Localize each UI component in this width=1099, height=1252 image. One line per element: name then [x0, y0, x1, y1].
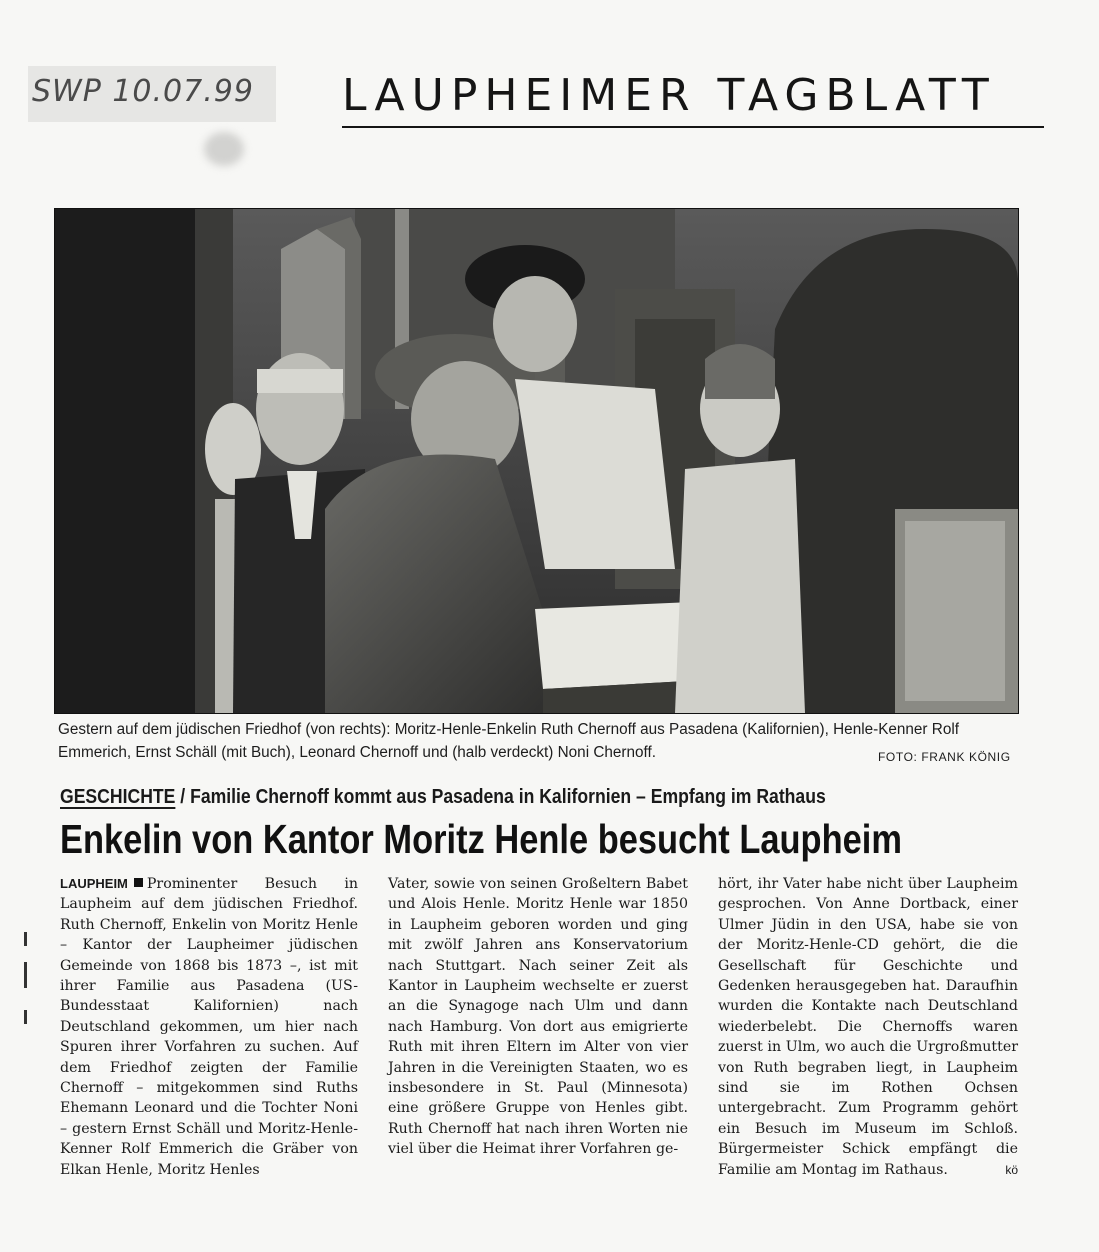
- article-headline: Enkelin von Kantor Moritz Henle besucht Laupheim: [60, 816, 902, 862]
- scan-smudge: [204, 132, 244, 166]
- scan-edge-mark: [24, 962, 27, 988]
- scan-edge-mark: [24, 1010, 27, 1024]
- news-photo: [54, 208, 1019, 714]
- section-rubric: GESCHICHTE: [60, 786, 176, 808]
- article-kicker: [60, 786, 905, 809]
- article-column-1: [60, 874, 358, 1180]
- dateline-separator-icon: [134, 878, 143, 887]
- photo-illustration: [55, 209, 1018, 713]
- photo-credit: FOTO: FRANK KÖNIG: [878, 750, 1011, 764]
- kicker-text: / Familie Chernoff kommt aus Pasadena in Kalifornien – Empfang im Rathaus: [180, 786, 826, 808]
- article-column-2: [388, 874, 688, 1160]
- column-1-text: Prominenter Besuch in Laupheim auf dem jüdischen Friedhof. Ruth Chernoff, Enkelin von Moritz Henle – Kantor der Laupheimer jüdischen Gemeinde von 1868 bis 1873 –, ist mit ihrer Familie aus Pasadena (US-Bundesstaat Kalifornien) nach Deutschland gekommen, um hier nach Spuren ihrer Vorfahren zu suchen. Auf dem Friedhof zeigten der Familie Chernoff – mitgekommen sind Ruths Ehemann Leonard und die Tochter Noni – gestern Ernst Schäll und Moritz-Henle-Kenner Rolf Emmerich die Gräber von Elkan Henle, Moritz Henles: [60, 876, 358, 1178]
- article-column-3: [718, 874, 1018, 1180]
- column-3-text: hört, ihr Vater habe nicht über Laupheim gesprochen. Von Anne Dortback, einer Ulmer Jüdin in den USA, habe sie von der Moritz-Henle-CD gehört, die die Gesellschaft für Geschichte und Gedenken herausgegeben hat. Daraufhin wurden die Kontakte nach Deutschland wiederbelebt. Die Chernoffs waren zuerst in Ulm, wo auch die Urgroßmutter von Ruth begraben liegt, in Laupheim sind sie im Rothen Ochsen untergebracht. Zum Programm gehört ein Besuch im Museum im Schloß. Bürgermeister Schick empfängt die Familie am Montag im Rathaus.: [718, 876, 1018, 1178]
- column-2-text: Vater, sowie von seinen Großeltern Babet und Alois Henle. Moritz Henle war 1850 in Laupheim geboren worden und ging mit zwölf Jahren ans Konservatorium nach Stuttgart. Nach seiner Zeit als Kantor in Laupheim wechselte er zuerst an die Synagoge nach Ulm und dann nach Hamburg. Von dort aus emigrierte Ruth mit ihren Eltern im Alter von vier Jahren in die Vereinigten Staaten, wo es insbesondere in St. Paul (Minnesota) eine größere Gruppe von Henles gibt. Ruth Chernoff hat nach ihren Worten nie viel über die Heimat ihrer Vorfahren ge-: [388, 876, 688, 1158]
- dateline: LAUPHEIM: [60, 876, 128, 891]
- newspaper-masthead: LAUPHEIMER TAGBLATT: [342, 70, 1044, 128]
- photo-caption: Gestern auf dem jüdischen Friedhof (von rechts): Moritz-Henle-Enkelin Ruth Chernoff aus Pasadena (Kalifornien), Henle-Kenner Rolf Emmerich, Ernst Schäll (mit Buch), Leonard Chernoff und (halb verdeckt) Noni Chernoff.: [58, 721, 959, 761]
- author-signature: kö: [1005, 1162, 1018, 1177]
- handwritten-source-note: SWP 10.07.99: [28, 66, 276, 122]
- scan-edge-mark: [24, 932, 27, 946]
